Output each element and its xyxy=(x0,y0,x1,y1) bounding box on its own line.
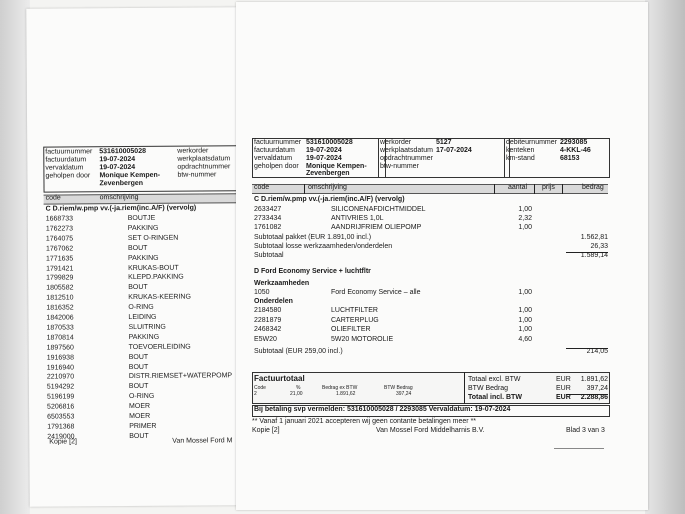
werkzaamheden-heading: Werkzaamheden xyxy=(254,280,310,287)
r-kenteken-label: kenteken xyxy=(506,147,535,154)
row-description: KRUKAS-KEERING xyxy=(128,293,191,302)
row-description: PRIMER xyxy=(129,422,157,430)
totaal-excl-label: Totaal excl. BTW xyxy=(468,376,521,383)
row-description: KLEPD.PAKKING xyxy=(128,274,184,282)
row-description: PAKKING xyxy=(127,254,159,262)
column-header-bar xyxy=(44,193,240,204)
row-code: 1762273 xyxy=(45,225,74,233)
col-omschrijving: omschrijving xyxy=(99,193,139,202)
geholpen-label: geholpen door xyxy=(45,172,91,180)
row-description: TOEVOERLEIDING xyxy=(128,343,191,351)
totaal-incl-value: 2.288,86 xyxy=(580,394,608,401)
r-geholpen-name: Monique Kempen- xyxy=(306,163,367,170)
totals-col-bedrag-ex: Bedrag ex BTW xyxy=(322,385,358,391)
row-description: SLUITRING xyxy=(128,323,166,331)
row-aantal: 1,00 xyxy=(518,307,532,314)
row-description: MOER xyxy=(129,402,151,411)
r-factuurdatum-label: factuurdatum xyxy=(254,147,295,154)
row-description: SILICONENAFDICHTMIDDEL xyxy=(331,206,426,213)
totals-col-code: Code xyxy=(254,385,266,391)
factuurnummer-label: factuurnummer xyxy=(45,148,93,156)
row-code: 2468342 xyxy=(254,326,282,333)
row-code: 6503553 xyxy=(47,413,75,421)
row-description: ANTIVRIES 1,0L xyxy=(331,215,384,222)
subtotaal-d-value: 214,05 xyxy=(586,348,608,355)
factuurdatum-value: 19-07-2024 xyxy=(99,155,136,164)
row-code: 5206816 xyxy=(47,403,75,411)
row-description: MOER xyxy=(129,412,151,421)
geholpen-name: Monique Kempen- xyxy=(99,171,161,180)
row-aantal: 1,00 xyxy=(518,206,532,213)
row-description: BOUT xyxy=(128,383,149,391)
row-code: 1764075 xyxy=(45,235,74,243)
totals-col-btw: BTW Bedrag xyxy=(384,385,413,391)
totals-btw-value: 397,24 xyxy=(396,391,412,397)
r-kmstand-label: km-stand xyxy=(506,155,535,162)
r-vervaldatum-value: 19-07-2024 xyxy=(306,155,342,162)
totals-pct-value: 21,00 xyxy=(290,391,303,397)
row-description: KRUKAS-BOUT xyxy=(128,264,179,272)
r-factuurnummer-value: 531610005028 xyxy=(306,139,353,146)
row-code: 1791368 xyxy=(47,423,75,431)
row-description: AANDRIJFRIEM OLIEPOMP xyxy=(331,224,422,231)
row-description: LUCHTFILTER xyxy=(331,307,378,314)
row-description: PAKKING xyxy=(128,333,160,341)
row-aantal: 1,00 xyxy=(518,316,532,324)
table-surface-right xyxy=(645,0,685,514)
factuurdatum-label: factuurdatum xyxy=(45,156,87,164)
subtotaal-value: 1.589,14 xyxy=(580,252,608,259)
totaal-incl-label: Totaal incl. BTW xyxy=(468,394,522,401)
footer-company: Van Mossel Ford M xyxy=(172,437,233,445)
r-werkorder-label: werkorder xyxy=(380,139,412,146)
row-code: 1816352 xyxy=(46,304,74,312)
factuurtotaal-title: Factuurtotaal xyxy=(254,374,305,383)
r-col-aantal: aantal xyxy=(508,184,528,191)
r-factuurnummer-label: factuurnummer xyxy=(254,139,302,146)
r-werkorder-value: 5127 xyxy=(436,139,452,146)
row-code: 2210970 xyxy=(46,373,75,381)
row-description: OLIEFILTER xyxy=(331,326,371,333)
row-code: 5194292 xyxy=(46,383,75,391)
row-code: 2281879 xyxy=(254,316,282,324)
col-code: code xyxy=(45,194,61,202)
footer-kopie: Kopie [2] xyxy=(252,427,280,434)
totals-col-pct: % xyxy=(296,385,301,391)
totals-bedrag-ex-value: 1.891,62 xyxy=(336,391,356,397)
print-code-mark xyxy=(554,448,604,449)
row-description: BOUT xyxy=(128,284,148,292)
r-werkplaatsdatum-value: 17-07-2024 xyxy=(436,147,472,154)
row-code: 1805582 xyxy=(46,284,74,292)
row-code: 1870814 xyxy=(46,334,74,342)
row-code: 1916940 xyxy=(46,363,75,372)
row-code: 1916938 xyxy=(46,354,74,362)
row-code: 2633427 xyxy=(254,206,282,213)
onderdelen-heading: Onderdelen xyxy=(254,298,293,305)
col-divider xyxy=(534,184,535,194)
r-debiteur-value: 2293085 xyxy=(560,139,588,146)
row-code: 2419000 xyxy=(47,433,75,441)
currency: EUR xyxy=(556,376,571,383)
row-description: BOUTJE xyxy=(127,214,156,223)
r-kenteken-value: 4-KKL-46 xyxy=(560,147,591,154)
geholpen-name-2: Zevenbergen xyxy=(99,179,144,188)
r-vervaldatum-label: vervaldatum xyxy=(254,155,293,162)
invoice-page-left xyxy=(26,7,239,506)
r-btw-label: btw-nummer xyxy=(380,163,419,170)
row-description: CARTERPLUG xyxy=(331,316,379,324)
vervaldatum-value: 19-07-2024 xyxy=(99,163,136,172)
r-debiteur-label: debiteurnummer xyxy=(506,139,557,146)
row-code: 1668733 xyxy=(45,215,74,223)
row-description: O-RING xyxy=(128,303,154,312)
subtotaal-losse-value: 26,33 xyxy=(590,243,608,250)
row-description: BOUT xyxy=(128,353,149,361)
r-section-c: C D.riem/w.pmp vv.(-ja.riem(inc.A/F) (vervolg) xyxy=(254,196,405,203)
row-code: 1799829 xyxy=(46,274,74,282)
table-surface-left xyxy=(0,0,30,514)
row-code: E5W20 xyxy=(254,335,277,343)
r-geholpen-name-2: Zevenbergen xyxy=(306,170,350,177)
contant-notice: ** Vanaf 1 januari 2021 accepteren wij geen contante betalingen meer ** xyxy=(252,418,477,425)
r-kmstand-value: 68153 xyxy=(560,155,580,162)
row-code: 1897560 xyxy=(46,344,74,352)
footer-company: Van Mossel Ford Middelharnis B.V. xyxy=(376,427,485,434)
section-heading: C D.riem/w.pmp vv.(-ja.riem(inc.A/F) (vervolg) xyxy=(45,204,197,213)
subtotaal-pakket-value: 1.562,81 xyxy=(580,234,608,241)
row-aantal: 2,32 xyxy=(518,215,532,222)
row-code: 1842006 xyxy=(46,314,74,322)
btw-bedrag-value: 397,24 xyxy=(586,385,608,392)
subtotaal-losse: Subtotaal losse werkzaamheden/onderdelen xyxy=(254,243,393,250)
r-col-omschrijving: omschrijving xyxy=(308,184,347,191)
row-description: BOUT xyxy=(127,244,148,252)
row-aantal: 4,60 xyxy=(518,335,532,343)
r-section-d: D Ford Economy Service + luchtfltr xyxy=(254,268,371,275)
r-opdrachtnummer-label: opdrachtnummer xyxy=(380,155,433,162)
row-code: 2733434 xyxy=(254,215,282,222)
subtotaal-d: Subtotaal (EUR 259,00 incl.) xyxy=(254,348,343,355)
row-description: O-RING xyxy=(128,393,155,401)
row-description: BOUT xyxy=(129,432,149,440)
r-col-prijs: prijs xyxy=(542,184,555,191)
page-number: Blad 3 van 3 xyxy=(566,427,605,434)
col-divider xyxy=(494,184,495,194)
row-code: 2184580 xyxy=(254,307,282,314)
vervaldatum-label: vervaldatum xyxy=(45,164,84,172)
row-description: 5W20 MOTOROLIE xyxy=(331,335,394,343)
row-description: LEIDING xyxy=(128,313,157,322)
row-code: 1791421 xyxy=(46,264,74,273)
werkplaatsdatum-label: werkplaatsdatum xyxy=(177,155,231,163)
r-col-code: code xyxy=(254,184,270,191)
werkorder-label: werkorder xyxy=(177,147,209,155)
row-description: Ford Economy Service – alle xyxy=(331,289,421,296)
row-description: SET O-RINGEN xyxy=(127,234,179,242)
btw-bedrag-label: BTW Bedrag xyxy=(468,385,509,392)
totals-divider xyxy=(464,372,465,404)
row-aantal: 1,00 xyxy=(518,289,532,296)
btw-label: btw-nummer xyxy=(177,171,217,179)
col-divider xyxy=(304,184,305,194)
row-code: 1870533 xyxy=(46,324,74,332)
r-col-bedrag: bedrag xyxy=(582,184,604,191)
subtotaal: Subtotaal xyxy=(254,252,284,259)
factuurnummer-value: 531610005028 xyxy=(99,147,147,156)
row-aantal: 1,00 xyxy=(518,224,532,231)
invoice-page-right xyxy=(236,2,648,510)
opdrachtnummer-label: opdrachtnummer xyxy=(177,163,231,171)
col-divider xyxy=(562,184,563,194)
row-description: DISTR.RIEMSET+WATERPOMP xyxy=(128,372,233,381)
r-werkplaatsdatum-label: werkplaatsdatum xyxy=(380,147,433,154)
currency: EUR xyxy=(556,385,571,392)
row-code: 1812510 xyxy=(46,294,74,302)
row-description: PAKKING xyxy=(127,224,159,232)
betaling-reference: Bij betaling svp vermelden: 531610005028 / 2293085 Vervaldatum: 19-07-2024 xyxy=(254,406,511,413)
r-factuurdatum-value: 19-07-2024 xyxy=(306,147,342,154)
totals-code-value: 2 xyxy=(254,391,257,397)
row-description: BOUT xyxy=(128,363,149,371)
row-code: 1767062 xyxy=(45,245,74,253)
currency: EUR xyxy=(556,394,571,401)
row-code: 1761082 xyxy=(254,224,282,231)
row-code: 1771635 xyxy=(45,255,74,263)
subtotaal-pakket: Subtotaal pakket (EUR 1.891,00 incl.) xyxy=(254,234,372,241)
totaal-excl-value: 1.891,62 xyxy=(580,376,608,383)
r-geholpen-label: geholpen door xyxy=(254,163,299,170)
footer-kopie: Kopie [2] xyxy=(49,438,77,446)
row-code: 5196199 xyxy=(46,393,75,401)
row-code: 1050 xyxy=(254,289,270,296)
row-aantal: 1,00 xyxy=(518,326,532,333)
